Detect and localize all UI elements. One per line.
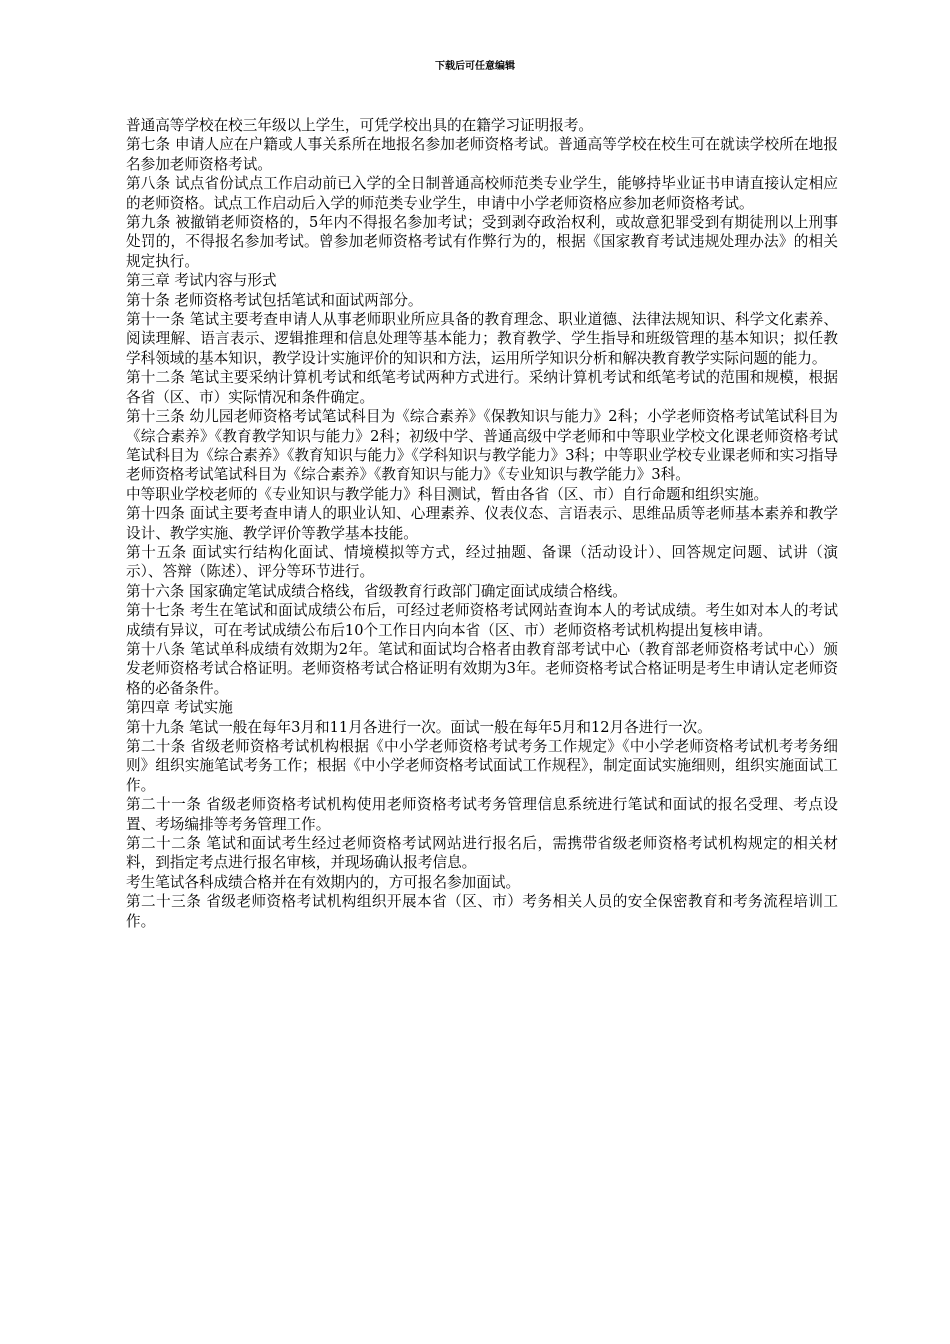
paragraph: 考生笔试各科成绩合格并在有效期内的，方可报名参加面试。 (126, 873, 521, 891)
paragraph: 第十二条 笔试主要采纳计算机考试和纸笔考试两种方式进行。采纳计算机考试和纸笔考试的范围和规模，根据各省（区、市）实际情况和条件确定。 (126, 369, 838, 406)
paragraph: 第七条 申请人应在户籍或人事关系所在地报名参加老师资格考试。普通高等学校在校生可在就读学校所在地报名参加老师资格考试。 (126, 136, 838, 173)
paragraph: 第十六条 国家确定笔试成绩合格线，省级教育行政部门确定面试成绩合格线。 (126, 582, 627, 600)
paragraph: 第十三条 幼儿园老师资格考试笔试科目为《综合素养》《保教知识与能力》2科；小学老师资格考试笔试科目为《综合素养》《教育教学知识与能力》2科；初级中学、普通高级中学老师和中等职业学校文化课老师资格考试笔试科目为《综合素养》《教育知识与能力》《学科知识与教学能力》3科；中等职业学校专业课老师和实习指导老师资格考试笔试科目为《综合素养》《教育知识与能力》《专业知识与教学能力》3科。 (126, 408, 838, 484)
paragraph: 第二十条 省级老师资格考试机构根据《中小学老师资格考试考务工作规定》《中小学老师资格考试机考考务细则》组织实施笔试考务工作；根据《中小学老师资格考试面试工作规程》，制定面试实施细则，组织实施面试工作。 (126, 738, 838, 794)
paragraph: 第十七条 考生在笔试和面试成绩公布后，可经过老师资格考试网站查询本人的考试成绩。考生如对本人的考试成绩有异议，可在考试成绩公布后10个工作日内向本省（区、市）老师资格考试机构提出复核申请。 (126, 602, 838, 639)
paragraph: 第九条 被撤销老师资格的，5年内不得报名参加考试；受到剥夺政治权利，或故意犯罪受到有期徒刑以上刑事处罚的，不得报名参加考试。曾参加老师资格考试有作弊行为的，根据《国家教育考试违规处理办法》的相关规定执行。 (126, 214, 838, 270)
paragraph: 第十一条 笔试主要考查申请人从事老师职业所应具备的教育理念、职业道德、法律法规知识、科学文化素养、阅读理解、语言表示、逻辑推理和信息处理等基本能力；教育教学、学生指导和班级管理的基本知识；拟任教学科领域的基本知识，教学设计实施评价的知识和方法，运用所学知识分析和解决教育教学实际问题的能力。 (126, 311, 838, 367)
document-body (126, 116, 838, 931)
paragraph: 第十八条 笔试单科成绩有效期为2年。笔试和面试均合格者由教育部考试中心（教育部老师资格考试中心）颁发老师资格考试合格证明。老师资格考试合格证明有效期为3年。老师资格考试合格证明是考生申请认定老师资格的必备条件。 (126, 640, 838, 697)
paragraph: 第二十二条 笔试和面试考生经过老师资格考试网站进行报名后，需携带省级老师资格考试机构规定的相关材料，到指定考点进行报名审核，并现场确认报考信息。 (126, 835, 838, 872)
chapter-heading: 第三章 考试内容与形式 (126, 272, 277, 290)
paragraph: 第十五条 面试实行结构化面试、情境模拟等方式，经过抽题、备课（活动设计）、回答规定问题、试讲（演示）、答辩（陈述）、评分等环节进行。 (126, 543, 838, 581)
paragraph: 第二十一条 省级老师资格考试机构使用老师资格考试考务管理信息系统进行笔试和面试的报名受理、考点设置、考场编排等考务管理工作。 (126, 796, 838, 833)
paragraph: 第十四条 面试主要考查申请人的职业认知、心理素养、仪表仪态、言语表示、思维品质等老师基本素养和教学设计、教学实施、教学评价等教学基本技能。 (126, 505, 838, 542)
chapter-heading: 第四章 考试实施 (126, 699, 233, 717)
page-header: 下载后可任意编辑 (435, 61, 515, 72)
paragraph: 第十条 老师资格考试包括笔试和面试两部分。 (126, 291, 423, 309)
paragraph: 第十九条 笔试一般在每年3月和11月各进行一次。面试一般在每年5月和12月各进行一次。 (126, 718, 712, 736)
paragraph: 第二十三条 省级老师资格考试机构组织开展本省（区、市）考务相关人员的安全保密教育和考务流程培训工作。 (126, 893, 838, 930)
paragraph: 普通高等学校在校三年级以上学生，可凭学校出具的在籍学习证明报考。 (126, 117, 594, 134)
paragraph: 中等职业学校老师的《专业知识与教学能力》科目测试，暂由各省（区、市）自行命题和组织实施。 (126, 485, 769, 503)
paragraph: 第八条 试点省份试点工作启动前已入学的全日制普通高校师范类专业学生，能够持毕业证书申请直接认定相应的老师资格。试点工作启动后入学的师范类专业学生，申请中小学老师资格应参加老师资格考试。 (126, 175, 838, 212)
